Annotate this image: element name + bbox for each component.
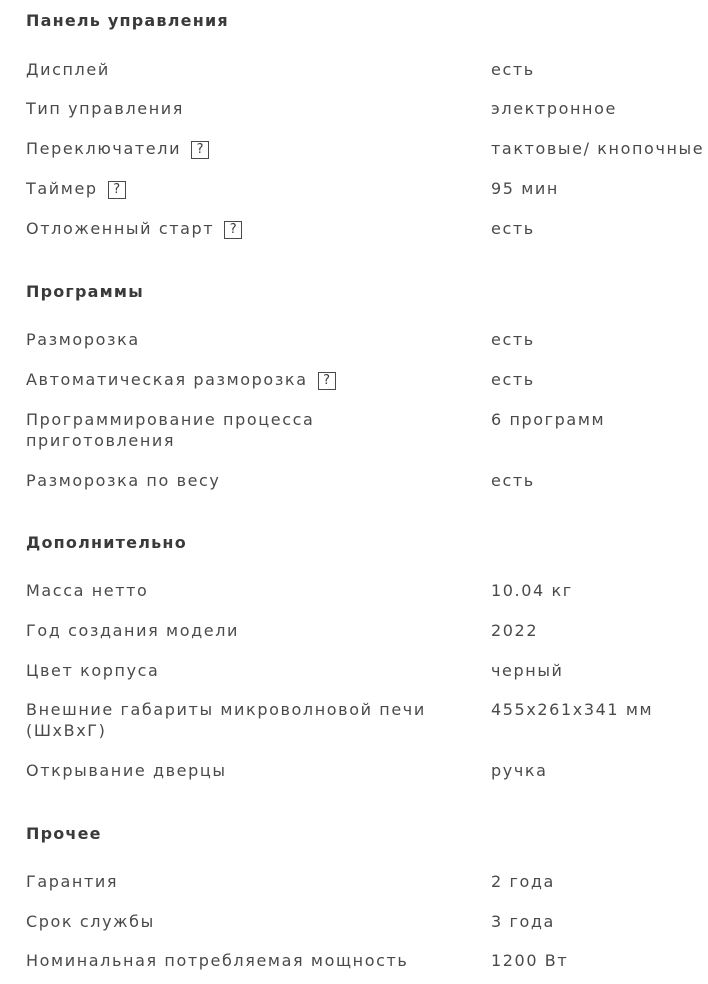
section-title-additional: Дополнительно (26, 533, 187, 552)
section-title-control-panel: Панель управления (26, 11, 229, 30)
spec-label: Таймер (26, 179, 98, 198)
spec-label: Дисплей (26, 60, 110, 79)
spec-value: 10.04 кг (491, 581, 573, 600)
spec-value: 95 мин (491, 179, 559, 198)
section-title-other: Прочее (26, 824, 102, 843)
section-title-programs: Программы (26, 282, 144, 301)
spec-value: есть (491, 60, 535, 79)
spec-label: Гарантия (26, 872, 119, 891)
spec-label: Автоматическая разморозка (26, 370, 308, 389)
spec-label-container (26, 369, 466, 390)
spec-label: Год создания модели (26, 621, 240, 640)
spec-value: 1200 Вт (491, 951, 569, 970)
spec-label: Разморозка по весу (26, 471, 221, 490)
spec-label-container (26, 218, 466, 239)
spec-label-container (26, 409, 466, 451)
spec-label-container (26, 699, 466, 741)
spec-label-line: (ШхВхГ) (26, 721, 107, 740)
spec-value: 455x261x341 мм (491, 700, 654, 719)
help-icon[interactable]: ? (224, 221, 242, 239)
spec-value: черный (491, 661, 564, 680)
spec-value: есть (491, 219, 535, 238)
spec-label: Срок службы (26, 912, 155, 931)
help-icon[interactable]: ? (191, 141, 209, 159)
spec-label: Цвет корпуса (26, 661, 160, 680)
spec-label-line: приготовления (26, 431, 176, 450)
spec-value: 3 года (491, 912, 555, 931)
spec-value: 2022 (491, 621, 539, 640)
spec-label: Отложенный старт (26, 219, 215, 238)
spec-value: есть (491, 330, 535, 349)
spec-label: Тип управления (26, 99, 184, 118)
help-icon[interactable]: ? (108, 181, 126, 199)
spec-value: электронное (491, 99, 617, 118)
spec-value: есть (491, 471, 535, 490)
spec-value: ручка (491, 761, 548, 780)
spec-label: Переключатели (26, 139, 182, 158)
spec-label: Открывание дверцы (26, 761, 227, 780)
spec-label-container (26, 138, 466, 159)
spec-value: 6 программ (491, 410, 606, 429)
spec-label-container (26, 178, 466, 199)
spec-value: тактовые/ кнопочные (491, 139, 705, 158)
spec-label: Масса нетто (26, 581, 149, 600)
help-icon[interactable]: ? (318, 372, 336, 390)
spec-label-line: Программирование процесса (26, 410, 315, 429)
spec-label: Разморозка (26, 330, 140, 349)
spec-value: 2 года (491, 872, 555, 891)
spec-label: Номинальная потребляемая мощность (26, 951, 409, 970)
spec-value: есть (491, 370, 535, 389)
spec-label-line: Внешние габариты микроволновой печи (26, 700, 426, 719)
